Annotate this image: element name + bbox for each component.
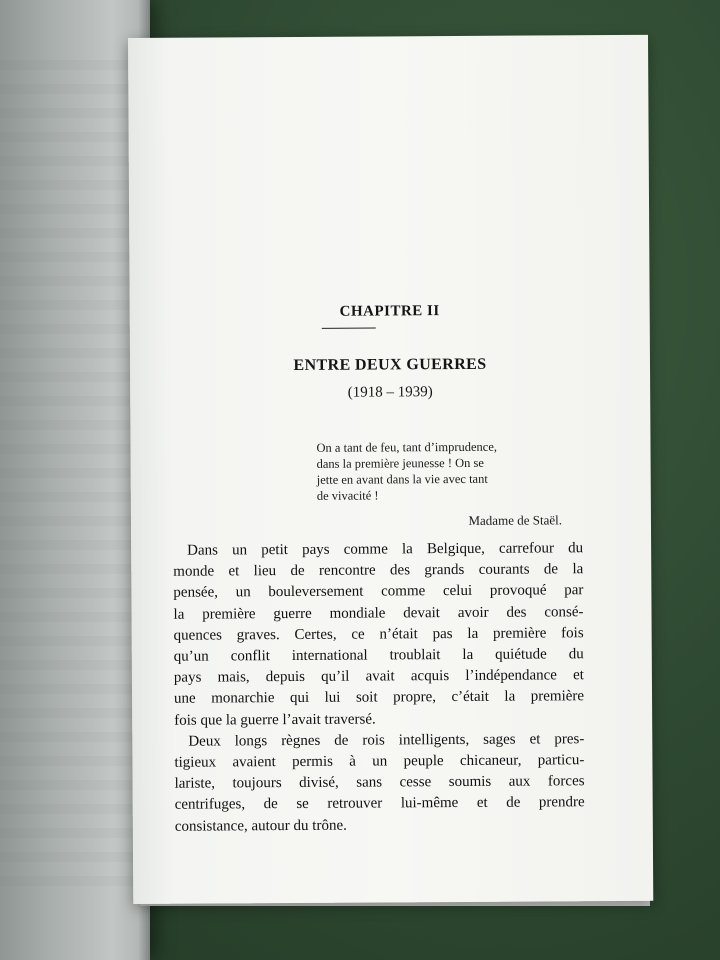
book-page	[128, 35, 653, 904]
text-line: lariste, toujours divisé, sans cesse soumis aux forces	[174, 773, 585, 792]
text-line: pays mais, depuis qu’il avait acquis l’indépendance et	[173, 667, 584, 686]
left-page-edge	[0, 0, 150, 960]
text-line: fois que la guerre l’avait traversé.	[174, 711, 376, 729]
text-line: Deux longs règnes de rois intelligents, sages et pres-	[188, 731, 585, 750]
text-line: pensée, un bouleversement comme celui provoqué par	[173, 582, 584, 602]
chapter-title: ENTRE DEUX GUERRES	[293, 355, 487, 374]
text-line: monde et lieu de rencontre des grands courants de la	[173, 561, 584, 580]
epigraph-line: On a tant de feu, tant d’imprudence,	[316, 439, 498, 455]
epigraph	[316, 438, 567, 530]
chapter-label: CHAPITRE II	[339, 303, 440, 320]
text-line: quences graves. Certes, ce n’était pas la première fois	[173, 625, 584, 644]
body-text	[173, 538, 585, 837]
epigraph-attribution: Madame de Staël.	[468, 512, 562, 528]
paragraph-1	[173, 538, 584, 731]
chapter-dates: (1918 – 1939)	[347, 384, 433, 401]
text-line: une monarchie qui lui soit propre, c’était la première	[173, 688, 585, 708]
chapter-divider	[322, 327, 376, 328]
paragraph-2	[174, 729, 585, 838]
epigraph-line: jette en avant dans la vie avec tant	[316, 471, 488, 487]
text-line: consistance, autour du trône.	[174, 817, 347, 835]
text-line: Dans un petit pays comme la Belgique, carrefour du	[187, 540, 584, 559]
left-page-text-shadow	[0, 60, 140, 900]
text-line: centrifuges, de se retrouver lui-même et de prendre	[174, 794, 585, 814]
text-line: qu’un conflit international troublait la quiétude du	[173, 646, 584, 665]
epigraph-line: de vivacité !	[316, 488, 379, 503]
text-line: la première guerre mondiale devait avoir des consé-	[173, 603, 584, 623]
epigraph-line: dans la première jeunesse ! On se	[316, 455, 484, 471]
text-line: tigieux avaient permis à un peuple chicaneur, particu-	[174, 752, 585, 771]
